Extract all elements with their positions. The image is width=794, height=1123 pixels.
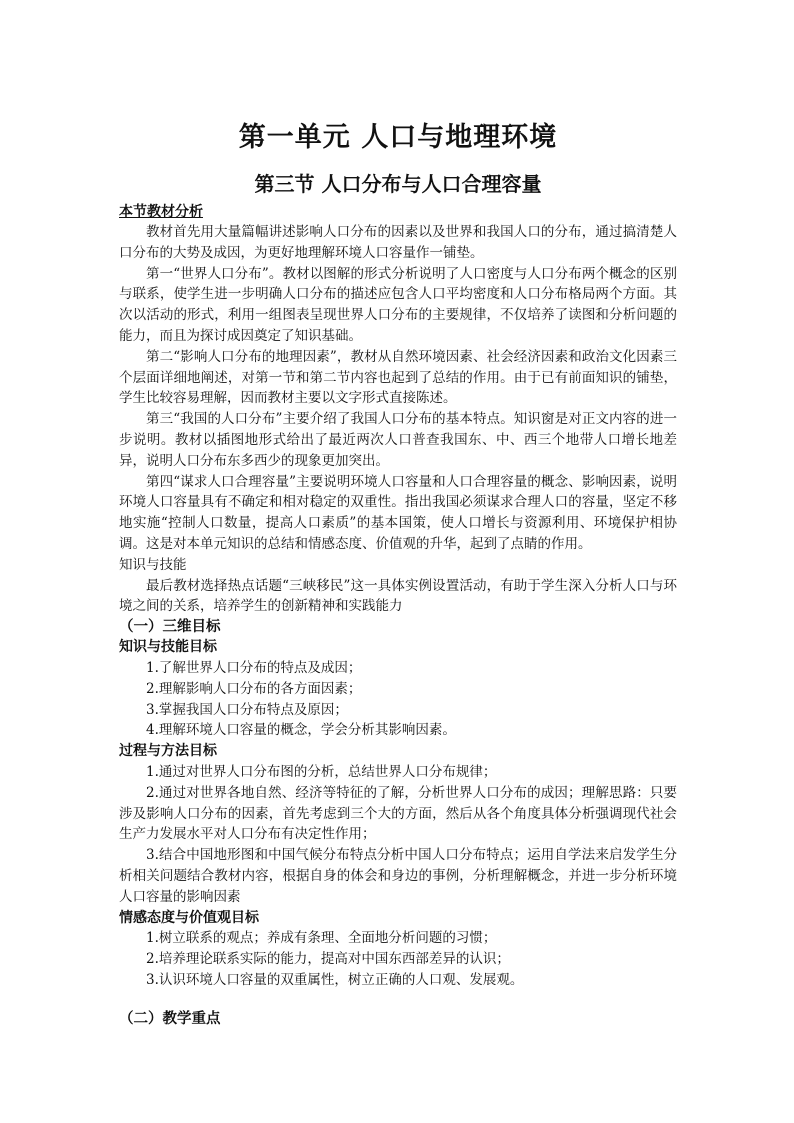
knowledge-goal-item: 1.了解世界人口分布的特点及成因；	[146, 659, 362, 676]
emotion-goal-item: 3.认识环境人口容量的双重属性，树立正确的人口观、发展观。	[146, 971, 524, 988]
section-title: 第三节 人口分布与人口合理容量	[254, 172, 542, 196]
emotion-goal-item: 2.培养理论联系实际的能力，提高对中国东西部差异的认识；	[146, 951, 510, 968]
knowledge-goal-item: 2.理解影响人口分布的各方面因素；	[146, 680, 362, 697]
key-points-heading: （二）教学重点	[119, 1009, 221, 1027]
goals-heading: （一）三维目标	[119, 618, 221, 636]
emotion-goals-heading: 情感态度与价值观目标	[119, 909, 259, 926]
analysis-heading: 本节教材分析	[119, 204, 203, 220]
unit-title: 第一单元 人口与地理环境	[238, 122, 558, 153]
process-goal-item: 3.结合中国地形图和中国气候分布特点分析中国人口分布特点；运用自学法来启发学生分析相关问题结合教材内容，根据自身的体会和身边的事例，分析理解概念，并进一步分析环境人口容量的影响因素	[119, 847, 677, 905]
analysis-paragraph: 第三“我国的人口分布”主要介绍了我国人口分布的基本特点。知识窗是对正文内容的进一步说明。教材以插图地形式给出了最近两次人口普查我国东、中、西三个地带人口增长地差异，说明人口分布东多西少的现象更加突出。	[119, 411, 677, 469]
spacer	[119, 991, 677, 1009]
analysis-paragraph: 第四“谋求人口合理容量”主要说明环境人口容量和人口合理容量的概念、影响因素，说明环境人口容量具有不确定和相对稳定的双重性。指出我国必须谋求合理人口的容量，坚定不移地实施“控制人口数量，提高人口素质”的基本国策，使人口增长与资源利用、环境保护相协调。这是对本单元知识的总结和情感态度、价值观的升华，起到了点睛的作用。	[119, 473, 677, 552]
analysis-paragraph: 第二“影响人口分布的地理因素”，教材从自然环境因素、社会经济因素和政治文化因素三个层面详细地阐述，对第一节和第二节内容也起到了总结的作用。由于已有前面知识的铺垫，学生比较容易理解，因而教材主要以文字形式直接陈述。	[119, 348, 677, 407]
knowledge-skill-line: 知识与技能	[119, 556, 187, 573]
document-page	[119, 120, 677, 1029]
process-goal-item: 2.通过对世界各地自然、经济等特征的了解，分析世界人口分布的成因；理解思路：只要涉及影响人口分布的因素，首先考虑到三个大的方面，然后从各个角度具体分析强调现代社会生产力发展水平对人口分布有决定性作用；	[119, 784, 677, 843]
analysis-paragraph: 教材首先用大量篇幅讲述影响人口分布的因素以及世界和我国人口的分布，通过搞清楚人口分布的大势及成因，为更好地理解环境人口容量作一铺垫。	[119, 224, 677, 261]
emotion-goal-item: 1.树立联系的观点；养成有条理、全面地分析问题的习惯；	[146, 930, 497, 947]
closing-paragraph: 最后教材选择热点话题“三峡移民”这一具体实例设置活动，有助于学生深入分析人口与环境之间的关系，培养学生的创新精神和实践能力	[119, 577, 677, 615]
knowledge-goals-heading: 知识与技能目标	[119, 639, 217, 656]
knowledge-goal-item: 3.掌握我国人口分布特点及原因；	[146, 701, 348, 718]
process-goal-item: 1.通过对世界人口分布图的分析，总结世界人口分布规律；	[146, 763, 497, 780]
knowledge-goal-item: 4.理解环境人口容量的概念，学会分析其影响因素。	[146, 722, 456, 739]
analysis-paragraph: 第一“世界人口分布”。教材以图解的形式分析说明了人口密度与人口分布两个概念的区别与联系，使学生进一步明确人口分布的描述应包含人口平均密度和人口分布格局两个方面。其次以活动的形式，利用一组图表呈现世界人口分布的主要规律，不仅培养了读图和分析问题的能力，而且为探讨成因奠定了知识基础。	[119, 265, 677, 344]
process-goals-heading: 过程与方法目标	[119, 743, 217, 760]
